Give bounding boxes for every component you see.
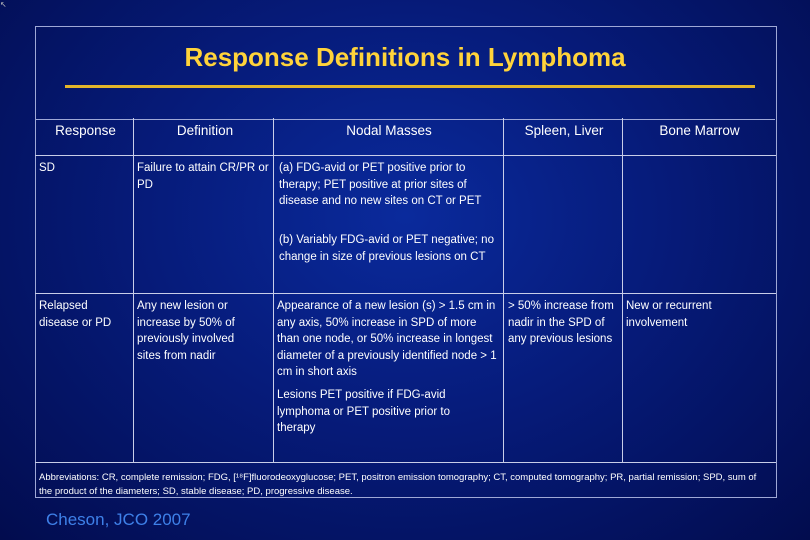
cell-nodal-sd-b: (b) Variably FDG-avid or PET negative; no change in size of previous lesions on CT xyxy=(279,234,494,263)
cell-definition-sd: Failure to attain CR/PR or PD xyxy=(137,162,269,191)
header-nodal-masses: Nodal Masses xyxy=(346,123,432,138)
table-column-divider xyxy=(622,118,623,462)
table-column-divider xyxy=(503,118,504,462)
title-box xyxy=(35,26,775,120)
cell-marrow-pd: New or recurrent involvement xyxy=(626,300,712,329)
cell-nodal-sd-a: (a) FDG-avid or PET positive prior to therapy; PET positive at prior sites of disease and no new sites on CT or PET xyxy=(279,162,482,207)
slide-title: Response Definitions in Lymphoma xyxy=(184,42,626,72)
header-response: Response xyxy=(55,123,116,138)
header-definition: Definition xyxy=(176,123,234,138)
table-column-divider xyxy=(133,118,134,462)
table-rule-row xyxy=(35,293,776,294)
cell-response-sd: SD xyxy=(39,162,55,174)
cell-nodal-pd-a: Appearance of a new lesion (s) > 1.5 cm in any axis, 50% increase in SPD of more than one node, or 50% increase in longest diameter of a previously identified node > 1 cm in short axis xyxy=(277,300,497,378)
cell-spleen-pd: > 50% increase from nadir in the SPD of any previous lesions xyxy=(508,300,614,345)
table-rule-header xyxy=(35,155,776,156)
citation: Cheson, JCO 2007 xyxy=(46,510,191,529)
header-bone-marrow: Bone Marrow xyxy=(659,123,740,138)
cell-nodal-pd-b: Lesions PET positive if FDG-avid lymphoma or PET positive prior to therapy xyxy=(277,389,450,434)
corner-mark: ↖ xyxy=(0,0,7,9)
table-column-divider xyxy=(273,118,274,462)
table-rule-bottom xyxy=(35,462,776,463)
cell-response-pd: Relapsed disease or PD xyxy=(39,300,112,329)
title-underline xyxy=(65,85,755,88)
abbreviations-footnote: Abbreviations: CR, complete remission; FDG, [¹⁸F]fluorodeoxyglucose; PET, positron emission tomography; CT, computed tomography; PR, partial remission; SPD, sum of the product of the diameters; SD, stable disease; PD, progressive disease. xyxy=(39,472,757,497)
header-spleen-liver: Spleen, Liver xyxy=(524,123,604,138)
cell-definition-pd: Any new lesion or increase by 50% of previously involved sites from nadir xyxy=(137,300,235,362)
